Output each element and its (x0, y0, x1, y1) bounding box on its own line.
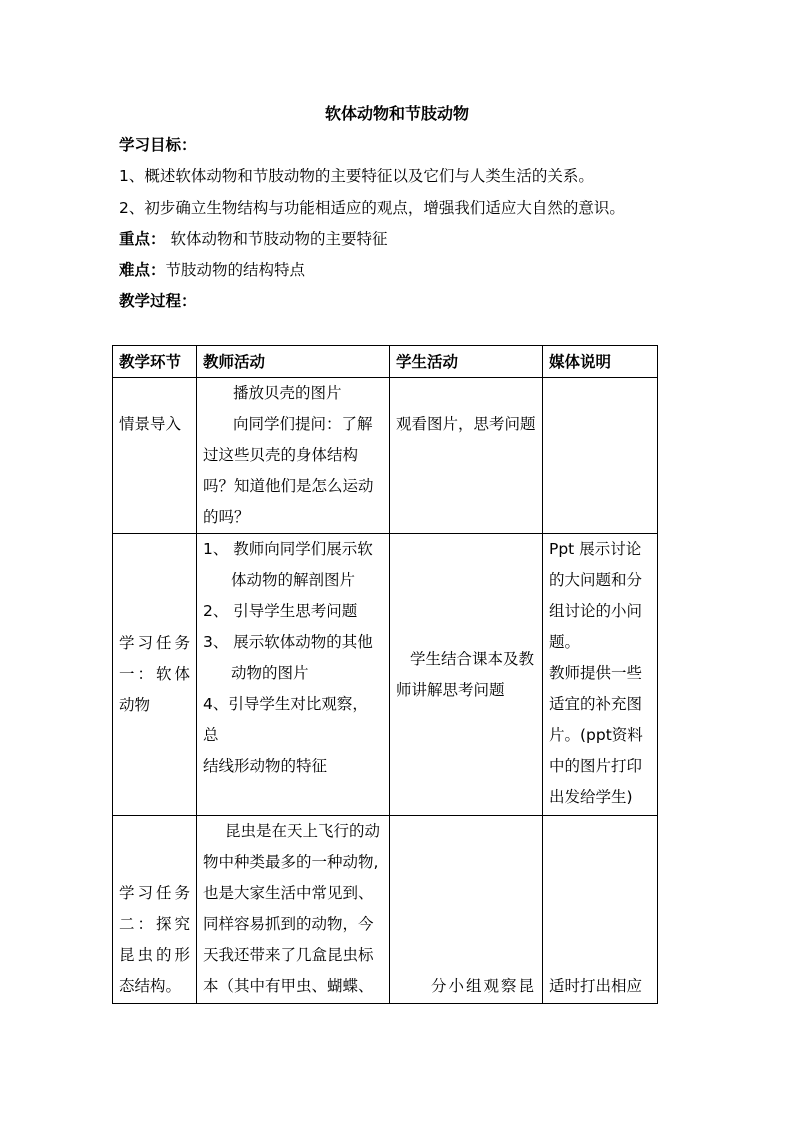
cell-line: 昆虫的形 (119, 946, 190, 964)
header-media: 媒体说明 (543, 346, 658, 378)
cell-line: 动物 (119, 696, 151, 714)
cell-line: 体动物的解剖图片 (231, 571, 356, 589)
difficulty-point (119, 258, 305, 280)
cell-student (390, 534, 543, 816)
key-point-label: 重点： (119, 229, 166, 248)
cell-line: 1、 教师向同学们展示软 (203, 540, 373, 558)
cell-stage (113, 534, 197, 816)
cell-line: 物中种类最多的一种动物, (203, 853, 379, 871)
table-row (113, 534, 658, 816)
cell-student (390, 378, 543, 534)
cell-teacher (197, 534, 390, 816)
cell-line: 情景导入 (119, 415, 182, 433)
header-student: 学生活动 (390, 346, 543, 378)
cell-line: 也是大家生活中常见到、 (203, 884, 374, 902)
objective-2: 2、初步确立生物结构与功能相适应的观点，增强我们适应大自然的意识。 (119, 199, 625, 217)
cell-media (543, 378, 658, 534)
cell-line: 天我还带来了几盒昆虫标 (203, 946, 374, 964)
cell-line: Ppt 展示讨论 (549, 540, 642, 558)
cell-line: 观看图片，思考问题 (396, 415, 536, 433)
cell-line: 教师提供一些 (549, 664, 643, 682)
header-teacher: 教师活动 (197, 346, 390, 378)
cell-line: 3、 展示软体动物的其他 (203, 633, 373, 651)
document-title: 软体动物和节肢动物 (324, 104, 469, 123)
table-row (113, 816, 658, 1004)
cell-stage (113, 378, 197, 534)
cell-line: 播放贝壳的图片 (233, 384, 342, 402)
cell-line: 动物的图片 (231, 664, 309, 682)
key-point (119, 227, 387, 249)
cell-line: 学习任务 (119, 634, 190, 652)
cell-line: 适宜的补充图 (549, 695, 643, 713)
cell-line: 的大问题和分 (549, 571, 643, 589)
cell-stage (113, 816, 197, 1004)
cell-line: 向同学们提问：了解 (233, 415, 373, 433)
cell-line: 2、 引导学生思考问题 (203, 602, 358, 620)
cell-line: 师讲解思考问题 (396, 680, 505, 699)
cell-line: 片。(ppt资料 (549, 726, 643, 744)
cell-media (543, 816, 658, 1004)
cell-line: 4、引导学生对比观察，总 (203, 695, 368, 744)
cell-line: 态结构。 (119, 977, 182, 995)
cell-line: 二：探究 (119, 915, 190, 933)
cell-line: 适时打出相应 (549, 977, 643, 995)
cell-line: 分小组观察昆 (430, 977, 536, 995)
objective-1: 1、概述软体动物和节肢动物的主要特征以及它们与人类生活的关系。 (119, 167, 594, 185)
cell-student (390, 816, 543, 1004)
cell-media (543, 534, 658, 816)
cell-line: 学习任务 (119, 884, 190, 902)
difficulty-label: 难点： (119, 260, 166, 279)
lesson-plan-table (112, 345, 658, 1004)
cell-line: 中的图片打印 (549, 757, 643, 775)
cell-line: 组讨论的小问 (549, 602, 643, 620)
cell-line: 结线形动物的特征 (203, 757, 328, 775)
cell-line: 吗？知道他们是怎么运动 (203, 477, 374, 495)
cell-line: 昆虫是在天上飞行的动 (225, 822, 381, 840)
cell-teacher (197, 378, 390, 534)
key-point-text: 软体动物和节肢动物的主要特征 (165, 230, 388, 248)
cell-line: 的吗？ (203, 508, 250, 526)
cell-line: 题。 (549, 633, 581, 651)
process-heading: 教学过程： (119, 291, 197, 310)
cell-line: 一：软体 (119, 665, 190, 683)
objectives-heading: 学习目标： (119, 135, 197, 154)
cell-line: 出发给学生) (549, 788, 633, 806)
cell-line: 学生结合课本及教 (410, 649, 535, 668)
difficulty-text: 节肢动物的结构特点 (165, 261, 306, 279)
cell-teacher (197, 816, 390, 1004)
cell-line: 本（其中有甲虫、蝴蝶、 (203, 977, 374, 995)
table-row (113, 378, 658, 534)
table-header-row (113, 346, 658, 378)
cell-line: 过这些贝壳的身体结构 (203, 446, 359, 464)
cell-line: 同样容易抓到的动物，今 (203, 915, 374, 933)
header-stage: 教学环节 (113, 346, 197, 378)
